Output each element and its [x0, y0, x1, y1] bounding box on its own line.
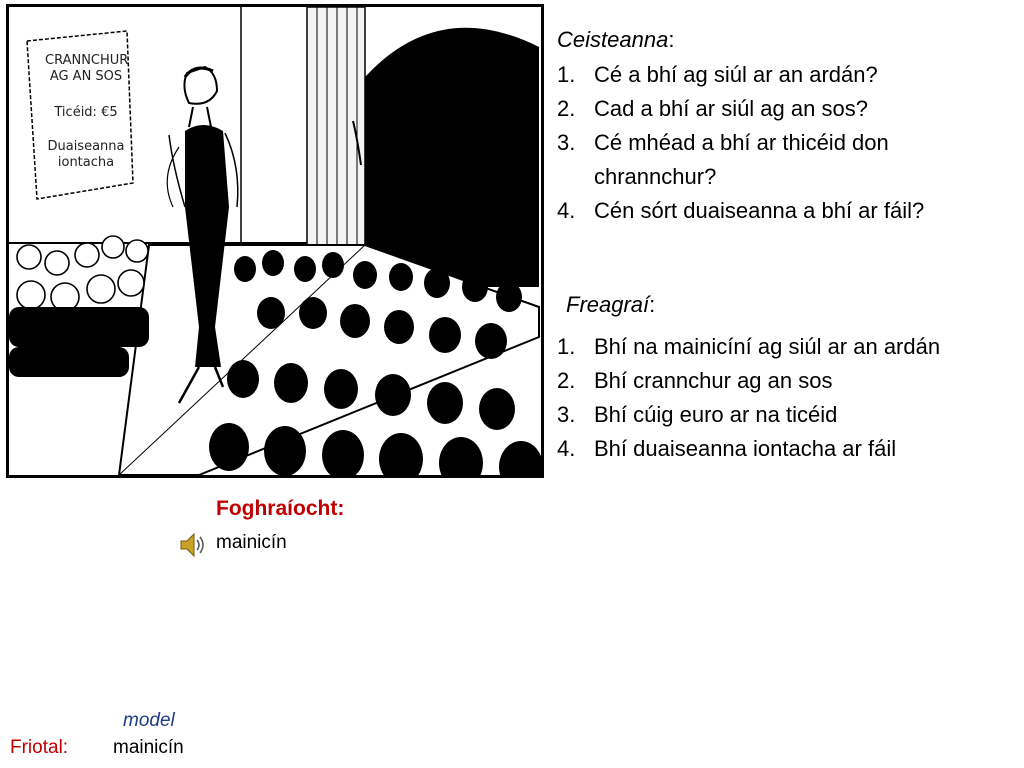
questions-heading: Ceisteanna: [557, 27, 675, 52]
phonetics-word: mainicín [216, 532, 287, 553]
phonetics-title: Foghraíocht: [216, 497, 345, 520]
model-label: model [123, 710, 175, 731]
answers-list [557, 330, 1017, 466]
answer-item: 4. Bhí duaiseanna iontacha ar fáil [557, 436, 897, 461]
speaker-icon[interactable] [178, 530, 208, 565]
questions-list [557, 58, 1007, 228]
answer-item: 2. Bhí crannchur ag an sos [557, 368, 833, 393]
sign-line-1: CRANNCHUR [45, 53, 129, 68]
question-item: 3. Cé mhéad a bhí ar thicéid don chrannchur? [557, 130, 889, 189]
friotal-label: Friotal: [10, 737, 69, 758]
sign-line-4: Duaiseanna [47, 139, 125, 154]
answer-item: 1. Bhí na mainicíní ag siúl ar an ardán [557, 334, 941, 359]
answer-item: 3. Bhí cúig euro ar na ticéid [557, 402, 838, 427]
question-item: 4. Cén sórt duaiseanna a bhí ar fáil? [557, 198, 925, 223]
sign-line-3: Ticéid: €5 [54, 105, 118, 120]
friotal-word: mainicín [113, 737, 184, 758]
question-item: 1. Cé a bhí ag siúl ar an ardán? [557, 62, 878, 87]
sign-line-2: AG AN SOS [49, 69, 123, 84]
answers-heading: Freagraí: [566, 292, 656, 317]
question-item: 2. Cad a bhí ar siúl ag an sos? [557, 96, 868, 121]
fashion-show-illustration [6, 4, 544, 478]
sign-line-5: iontacha [57, 155, 115, 170]
